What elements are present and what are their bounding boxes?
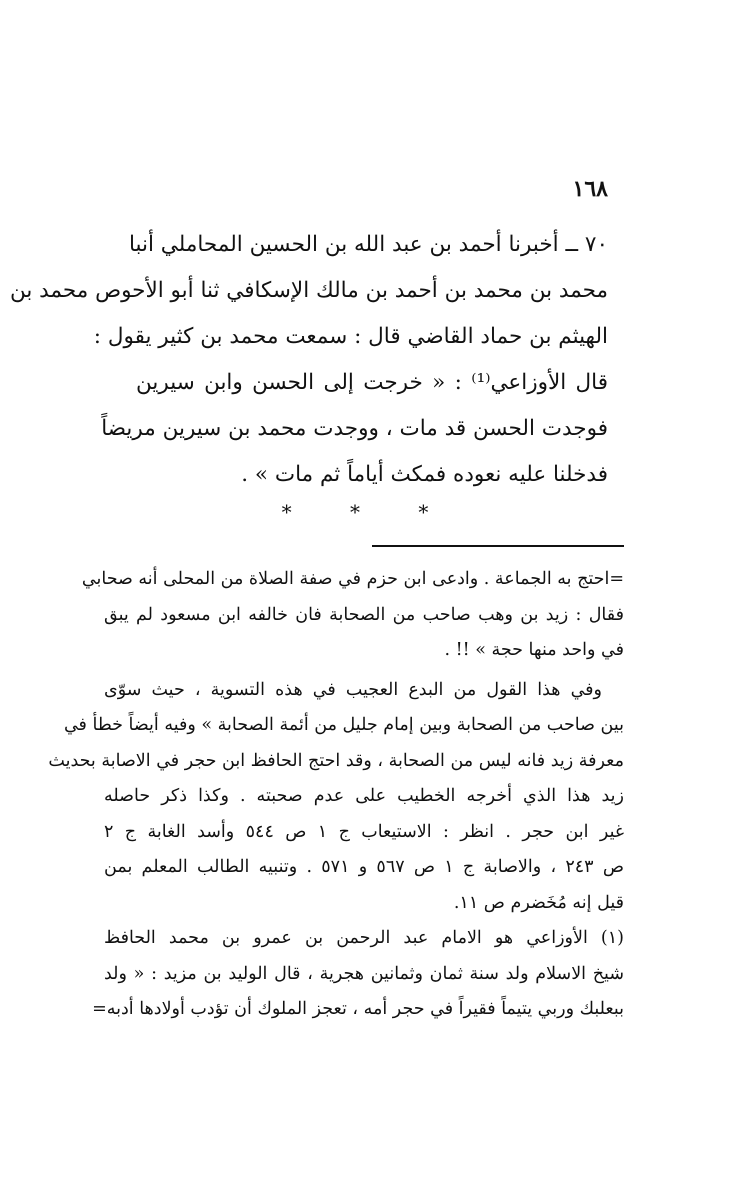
footnote-line: غير ابن حجر . انظر : الاستيعاب ج ١ ص ٥٤٤ وأسد الغابة ج ٢ [104, 821, 624, 842]
footnote-line: (١) الأوزاعي هو الامام عبد الرحمن بن عمرو بن محمد الحافظ [104, 928, 624, 948]
footnote-line: قيل إنه مُخَضرم ص ١١. [453, 892, 624, 913]
footnote-line: في واحد منها حجة » !! . [444, 640, 624, 660]
main-text [9, 222, 608, 498]
main-line: فدخلنا عليه نعوده فمكث أياماً ثم مات » . [241, 462, 608, 487]
footnote-rule [372, 545, 624, 547]
footnote-commentary [48, 673, 624, 922]
page-number: ١٦٨ [572, 176, 608, 202]
footnote-line: وفي هذا القول من البدع العجيب في هذه التسوية ، حيث سوّى [104, 679, 602, 700]
footnote-line: =احتج به الجماعة . وادعى ابن حزم في صفة الصلاة من المحلى أنه صحابي [81, 569, 624, 589]
footnote-1 [92, 921, 624, 1028]
main-line: قال الأوزاعي⁽¹⁾ : « خرجت إلى الحسن وابن سيرين [136, 370, 608, 395]
main-line: فوجدت الحسن قد مات ، ووجدت محمد بن سيرين مريضاً [101, 416, 608, 441]
footnote-line: بين صاحب من الصحابة وبين إمام جليل من أئمة الصحابة » وفيه أيضاً خطأ في [63, 715, 624, 735]
footnote-continuation [81, 562, 624, 669]
main-line: محمد بن محمد بن أحمد بن مالك الإسكافي ثنا أبو الأحوص محمد بن [9, 278, 608, 303]
footnote-line: شيخ الاسلام ولد سنة ثمان وثمانين هجرية ، قال الوليد بن مزيد : « ولد [104, 963, 624, 984]
hadith-paragraph [9, 222, 608, 498]
footnotes [48, 562, 624, 1028]
footnote-line: زيد هذا الذي أخرجه الخطيب على عدم صحبته . وكذا ذكر حاصله [104, 786, 624, 806]
footnote-line: فقال : زيد بن وهب صاحب من الصحابة فان خالفه ابن مسعود لم يبق [104, 604, 624, 625]
main-line: ٧٠ ــ أخبرنا أحمد بن عبد الله بن الحسين المحاملي أنبا [128, 232, 608, 257]
footnote-line: ص ٢٤٣ ، والاصابة ج ١ ص ٥٦٧ و ٥٧١ . وتنبيه الطالب المعلم بمن [104, 857, 624, 877]
section-separator: * * * [281, 500, 455, 524]
footnote-line: معرفة زيد فانه ليس من الصحابة ، وقد احتج الحافظ ابن حجر في الاصابة بحديث [48, 750, 624, 771]
main-line: الهيثم بن حماد القاضي قال : سمعت محمد بن كثير يقول : [93, 324, 608, 349]
footnote-line: ببعلبك وربي يتيماً فقيراً في حجر أمه ، تعجز الملوك أن تؤدب أولادها أدبه= [92, 999, 624, 1019]
